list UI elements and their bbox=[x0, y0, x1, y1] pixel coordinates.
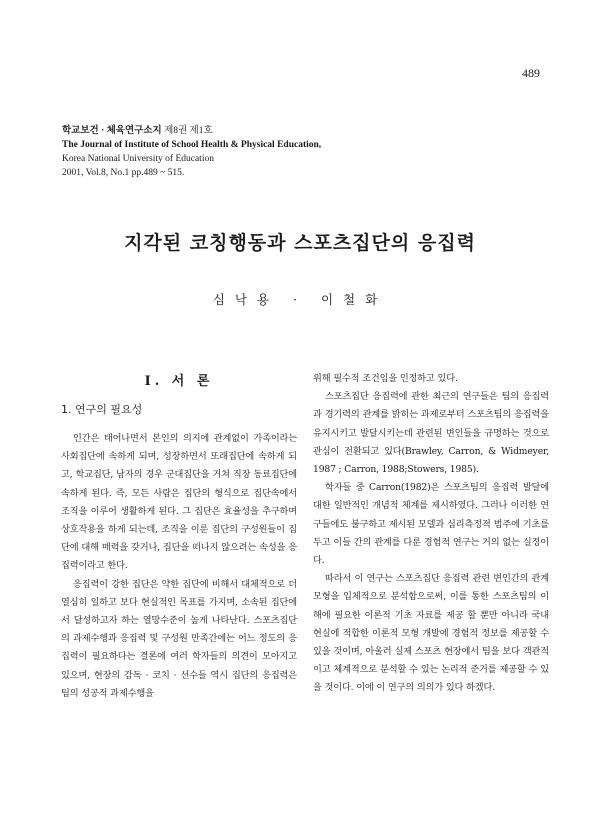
paper-title: 지각된 코칭행동과 스포츠집단의 응집력 bbox=[124, 232, 476, 254]
body-paragraph: 따라서 이 연구는 스포츠집단 응집력 관련 변인간의 관계 모형을 입체적으로 분석함으로써, 이를 통한 스포츠팀의 이해에 필요한 이론적 기초 자료를 제공 할 뿐만 아니라 국내 현실에 적합한 이론적 모형 개발에 경험적 정보를 제공할 수 있을 것이며, 아울러 실제 스포츠 현장에서 팀을 보다 객관적이고 체계적으로 분석할 수 있는 논리적 준거를 제공할 수 있을 것이다. 이에 이 연구의 의의가 있다 하겠다. bbox=[313, 573, 549, 694]
journal-issue-pages: 2001, Vol.8, No.1 pp.489 ~ 515. bbox=[62, 168, 185, 178]
journal-citation bbox=[62, 124, 542, 180]
left-column bbox=[61, 370, 297, 703]
body-paragraph: 응집력이 강한 집단은 약한 집단에 비해서 대체적으로 더 열심히 일하고 보다 현실적인 목표를 가지며, 소속된 집단에서 달성하고자 하는 열망수준이 높게 나타난다. 스포츠집단의 과제수행과 응집력 및 구성원 만족간에는 어느 정도의 응집력이 필요하다는 결론에 여러 학자들의 의견이 모아지고 있으며, 현장의 감독 · 코치 · 선수들 역시 집단의 응집력은 팀의 성공적 과제수행을 bbox=[61, 578, 297, 699]
journal-volume-ko: 제8권 제1호 bbox=[161, 126, 213, 136]
right-column bbox=[313, 370, 549, 698]
journal-korean-name: 학교보건 · 체육연구소지 bbox=[62, 126, 162, 136]
body-paragraph: 위해 필수적 조건임을 인정하고 있다. bbox=[313, 373, 458, 384]
paper-authors: 심낙용 · 이철화 bbox=[212, 292, 388, 307]
body-paragraph: 학자들 중 Carron(1982)은 스포츠팀의 응집력 발달에 대한 일반적인 개념적 체계를 제시하였다. 그러나 이러한 연구들에도 불구하고 제시된 모델과 심리측정적 범주에 기초를 두고 이들 간의 관계를 다룬 경험적 연구는 거의 없는 실정이다. bbox=[313, 482, 549, 567]
body-paragraph: 인간은 태어나면서 본인의 의지에 관계없이 가족이라는 사회집단에 속하게 되며, 성장하면서 또래집단에 속하게 되고, 학교집단, 남자의 경우 군대집단을 거쳐 직장 동료집단에 속하게 된다. 즉, 모든 사람은 집단의 형식으로 집단속에서 조직을 이루어 생활하게 된다. 그 집단은 효율성을 추구하며 상호작용을 하게 되는데, 조직을 이룬 집단의 구성원들이 집단에 대해 매력을 갖거나, 집단을 떠나지 않으려는 속성을 응집력이라고 한다. bbox=[61, 433, 297, 572]
page-number: 489 bbox=[522, 66, 540, 80]
journal-line-1 bbox=[62, 124, 542, 138]
section-title: Ⅰ. 서 론 bbox=[144, 374, 214, 389]
subsection-title: 1. 연구의 필요성 bbox=[61, 403, 143, 416]
body-paragraph: 스포츠집단 응집력에 관한 최근의 연구들은 팀의 응집력과 경기력의 관계를 밝히는 과제로부터 스포츠팀의 응집력을 유지시키고 발달시키는데 관련된 변인들을 규명하는 것으로 관심이 전환되고 있다(Brawley, Carron, & Widmeyer, 1987 ; Carron, 1988;Stowers, 1985). bbox=[313, 391, 549, 476]
journal-english-name: The Journal of Institute of School Health & Physical Education, bbox=[62, 140, 322, 150]
journal-institution: Korea National University of Education bbox=[62, 154, 214, 164]
